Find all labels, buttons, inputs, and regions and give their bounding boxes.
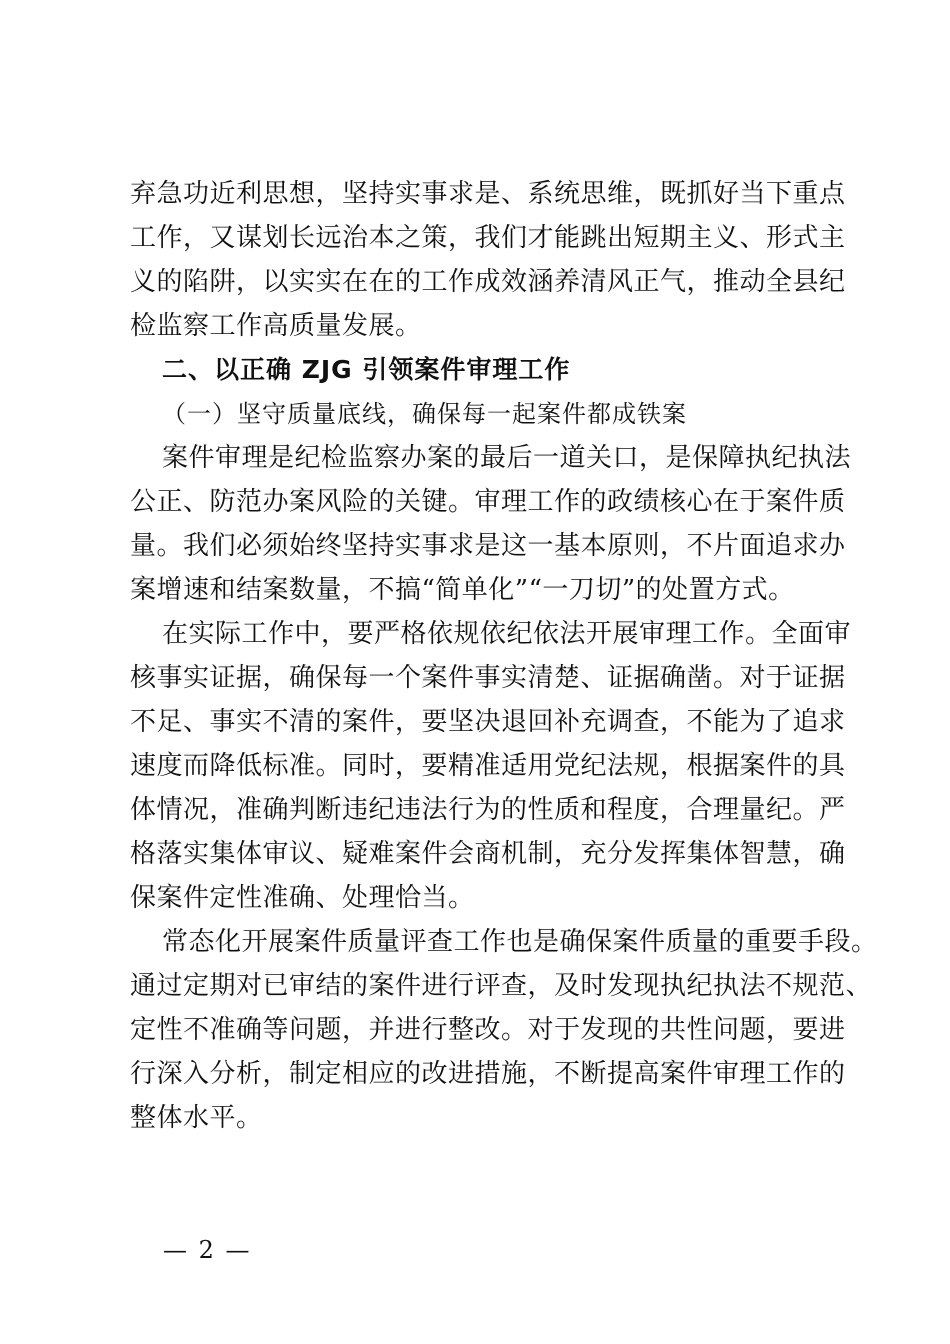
paragraph [130, 436, 850, 612]
text-line: 整体水平。 [130, 1103, 263, 1133]
page-number: — 2 — [163, 1236, 252, 1264]
document-body [130, 172, 878, 1140]
paragraph-continuation [130, 172, 850, 348]
text-line: 义的陷阱，以实实在在的工作成效涵养清风正气，推动全县纪 [130, 267, 846, 297]
text-line: 在实际工作中，要严格依规依纪依法开展审理工作。全面审 [162, 619, 852, 649]
text-line: 通过定期对已审结的案件进行评查，及时发现执纪执法不规范、 [130, 971, 873, 1001]
text-line: 速度而降低标准。同时，要精准适用党纪法规，根据案件的具 [130, 751, 846, 781]
text-line: 保案件定性准确、处理恰当。 [130, 883, 475, 913]
text-line: 常态化开展案件质量评查工作也是确保案件质量的重要手段。 [162, 927, 878, 957]
text-line: 行深入分析，制定相应的改进措施，不断提高案件审理工作的 [130, 1059, 846, 1089]
text-line: 检监察工作高质量发展。 [130, 311, 422, 341]
paragraph [130, 920, 878, 1140]
text-line: 定性不准确等问题，并进行整改。对于发现的共性问题，要进 [130, 1015, 846, 1045]
subsection-heading: （一）坚守质量底线，确保每一起案件都成铁案 [162, 400, 687, 428]
text-line: 量。我们必须始终坚持实事求是这一基本原则，不片面追求办 [130, 531, 846, 561]
text-line: 格落实集体审议、疑难案件会商机制，充分发挥集体智慧，确 [130, 839, 846, 869]
paragraph [130, 612, 850, 920]
text-line: 体情况，准确判断违纪违法行为的性质和程度，合理量纪。严 [130, 795, 846, 825]
text-line: 案增速和结案数量，不搞“简单化”“一刀切”的处置方式。 [130, 575, 795, 605]
text-line: 公正、防范办案风险的关键。审理工作的政绩核心在于案件质 [130, 487, 846, 517]
text-line: 工作，又谋划长远治本之策，我们才能跳出短期主义、形式主 [130, 223, 846, 253]
text-line: 弃急功近利思想，坚持实事求是、系统思维，既抓好当下重点 [130, 179, 846, 209]
text-line: 不足、事实不清的案件，要坚决退回补充调查，不能为了追求 [130, 707, 846, 737]
text-line: 核事实证据，确保每一个案件事实清楚、证据确凿。对于证据 [130, 663, 846, 693]
text-line: 案件审理是纪检监察办案的最后一道关口，是保障执纪执法 [162, 443, 852, 473]
section-heading: 二、以正确 ZJG 引领案件审理工作 [162, 355, 571, 384]
